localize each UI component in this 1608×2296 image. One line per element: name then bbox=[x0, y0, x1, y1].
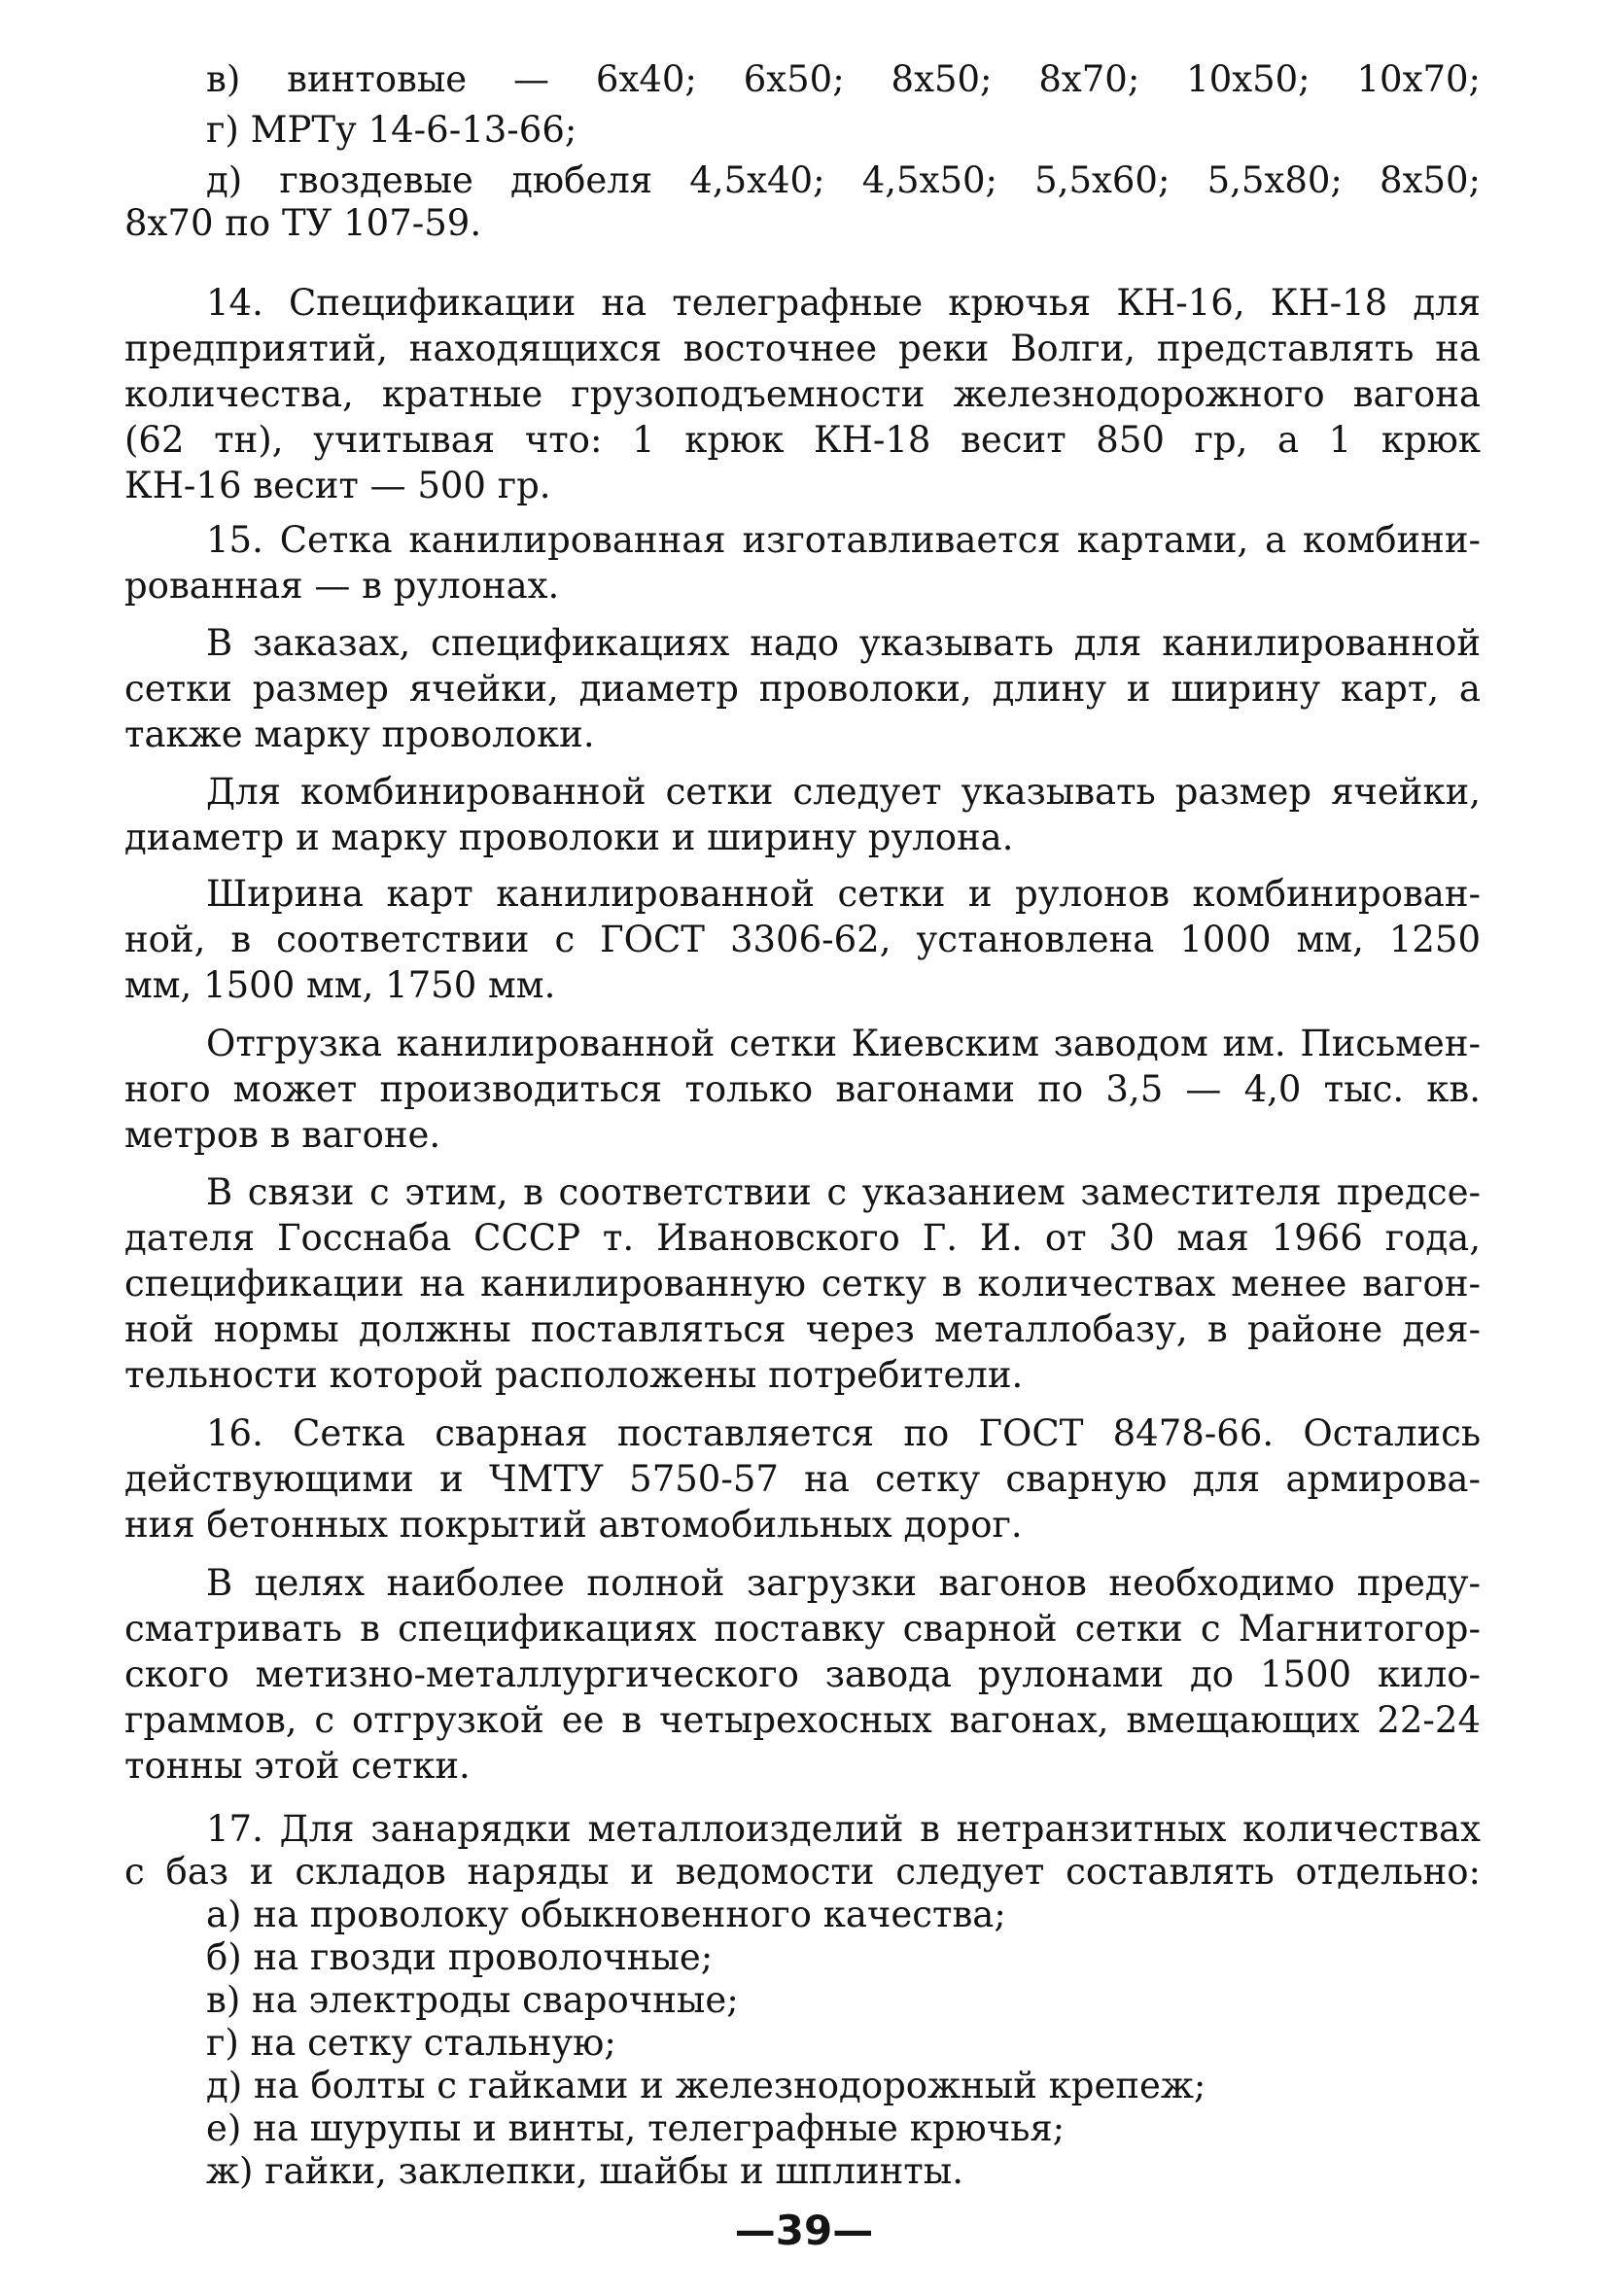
text-line: в) винтовые — 6х40; 6х50; 8х50; 8х70; 10х50; 10х70; bbox=[206, 58, 1481, 100]
text-line: рованная — в рулонах. bbox=[124, 565, 560, 607]
text-line: тельности которой расположены потребители. bbox=[124, 1354, 1024, 1396]
text-line: г) МРТу 14-6-13-66; bbox=[206, 109, 577, 151]
text-line: Для комбинированной сетки следует указывать размер ячейки, bbox=[206, 771, 1481, 813]
text-line: ния бетонных покрытий автомобильных дорог. bbox=[124, 1504, 1023, 1546]
text-line: ной нормы должны поставляться через металлобазу, в районе дея- bbox=[124, 1308, 1481, 1350]
page-number: —39— bbox=[734, 2207, 874, 2254]
text-line: с баз и складов наряды и ведомости следует составлять отдельно: bbox=[124, 1851, 1481, 1893]
list-item: г) на сетку стальную; bbox=[206, 2022, 616, 2064]
text-line: Отгрузка канилированной сетки Киевским заводом им. Письмен- bbox=[206, 1023, 1481, 1064]
list-item: д) на болты с гайками и железнодорожный крепеж; bbox=[206, 2065, 1206, 2106]
list-item: ж) гайки, заклепки, шайбы и шплинты. bbox=[206, 2150, 963, 2192]
text-line: метров в вагоне. bbox=[124, 1114, 441, 1156]
text-line: спецификации на канилированную сетку в количествах менее вагон- bbox=[124, 1263, 1481, 1305]
text-line: В целях наиболее полной загрузки вагонов необходимо преду- bbox=[206, 1562, 1481, 1604]
list-item: а) на проволоку обыкновенного качества; bbox=[206, 1894, 1006, 1935]
text-line: 14. Спецификации на телеграфные крючья КН-16, КН-18 для bbox=[206, 282, 1481, 324]
text-line: 16. Сетка сварная поставляется по ГОСТ 8478-66. Остались bbox=[206, 1412, 1481, 1454]
text-line: граммов, с отгрузкой ее в четырехосных вагонах, вмещающих 22-24 bbox=[124, 1699, 1481, 1741]
text-line: ного может производиться только вагонами по 3,5 — 4,0 тыс. кв. bbox=[124, 1068, 1481, 1110]
text-line: также марку проволоки. bbox=[124, 713, 595, 755]
list-item: е) на шурупы и винты, телеграфные крючья; bbox=[206, 2107, 1066, 2149]
text-line: ной, в соответствии с ГОСТ 3306-62, установлена 1000 мм, 1250 bbox=[124, 919, 1481, 960]
text-line: 17. Для занарядки металлоизделий в нетранзитных количествах bbox=[206, 1808, 1481, 1850]
text-line: (62 тн), учитывая что: 1 крюк КН-18 весит 850 гр, а 1 крюк bbox=[124, 419, 1481, 461]
list-item: б) на гвозди проволочные; bbox=[206, 1936, 714, 1978]
text-line: предприятий, находящихся восточнее реки Волги, представлять на bbox=[124, 328, 1481, 369]
text-line: 15. Сетка канилированная изготавливается картами, а комбини- bbox=[206, 519, 1481, 561]
list-item: в) на электроды сварочные; bbox=[206, 1979, 739, 2021]
text-line: ского метизно-металлургического завода рулонами до 1500 кило- bbox=[124, 1653, 1481, 1695]
text-line: мм, 1500 мм, 1750 мм. bbox=[124, 964, 556, 1006]
text-line: количества, кратные грузоподъемности железнодорожного вагона bbox=[124, 373, 1481, 415]
text-line: В связи с этим, в соответствии с указанием заместителя предсе- bbox=[206, 1171, 1481, 1213]
text-line: д) гвоздевые дюбеля 4,5х40; 4,5х50; 5,5х60; 5,5х80; 8х50; bbox=[206, 159, 1481, 201]
text-line: КН-16 весит — 500 гр. bbox=[124, 465, 551, 506]
text-line: В заказах, спецификациях надо указывать для канилированной bbox=[206, 622, 1481, 664]
text-line: сматривать в спецификациях поставку сварной сетки с Магнитогор- bbox=[124, 1608, 1481, 1650]
text-line: дателя Госснаба СССР т. Ивановского Г. И. от 30 мая 1966 года, bbox=[124, 1217, 1481, 1259]
text-line: Ширина карт канилированной сетки и рулонов комбинирован- bbox=[206, 873, 1481, 915]
text-line: тонны этой сетки. bbox=[124, 1745, 471, 1787]
text-line: диаметр и марку проволоки и ширину рулона. bbox=[124, 817, 1014, 858]
text-line: действующими и ЧМТУ 5750-57 на сетку сварную для армирова- bbox=[124, 1458, 1481, 1500]
text-line: сетки размер ячейки, диаметр проволоки, длину и ширину карт, а bbox=[124, 668, 1481, 710]
text-line: 8х70 по ТУ 107-59. bbox=[124, 202, 482, 244]
